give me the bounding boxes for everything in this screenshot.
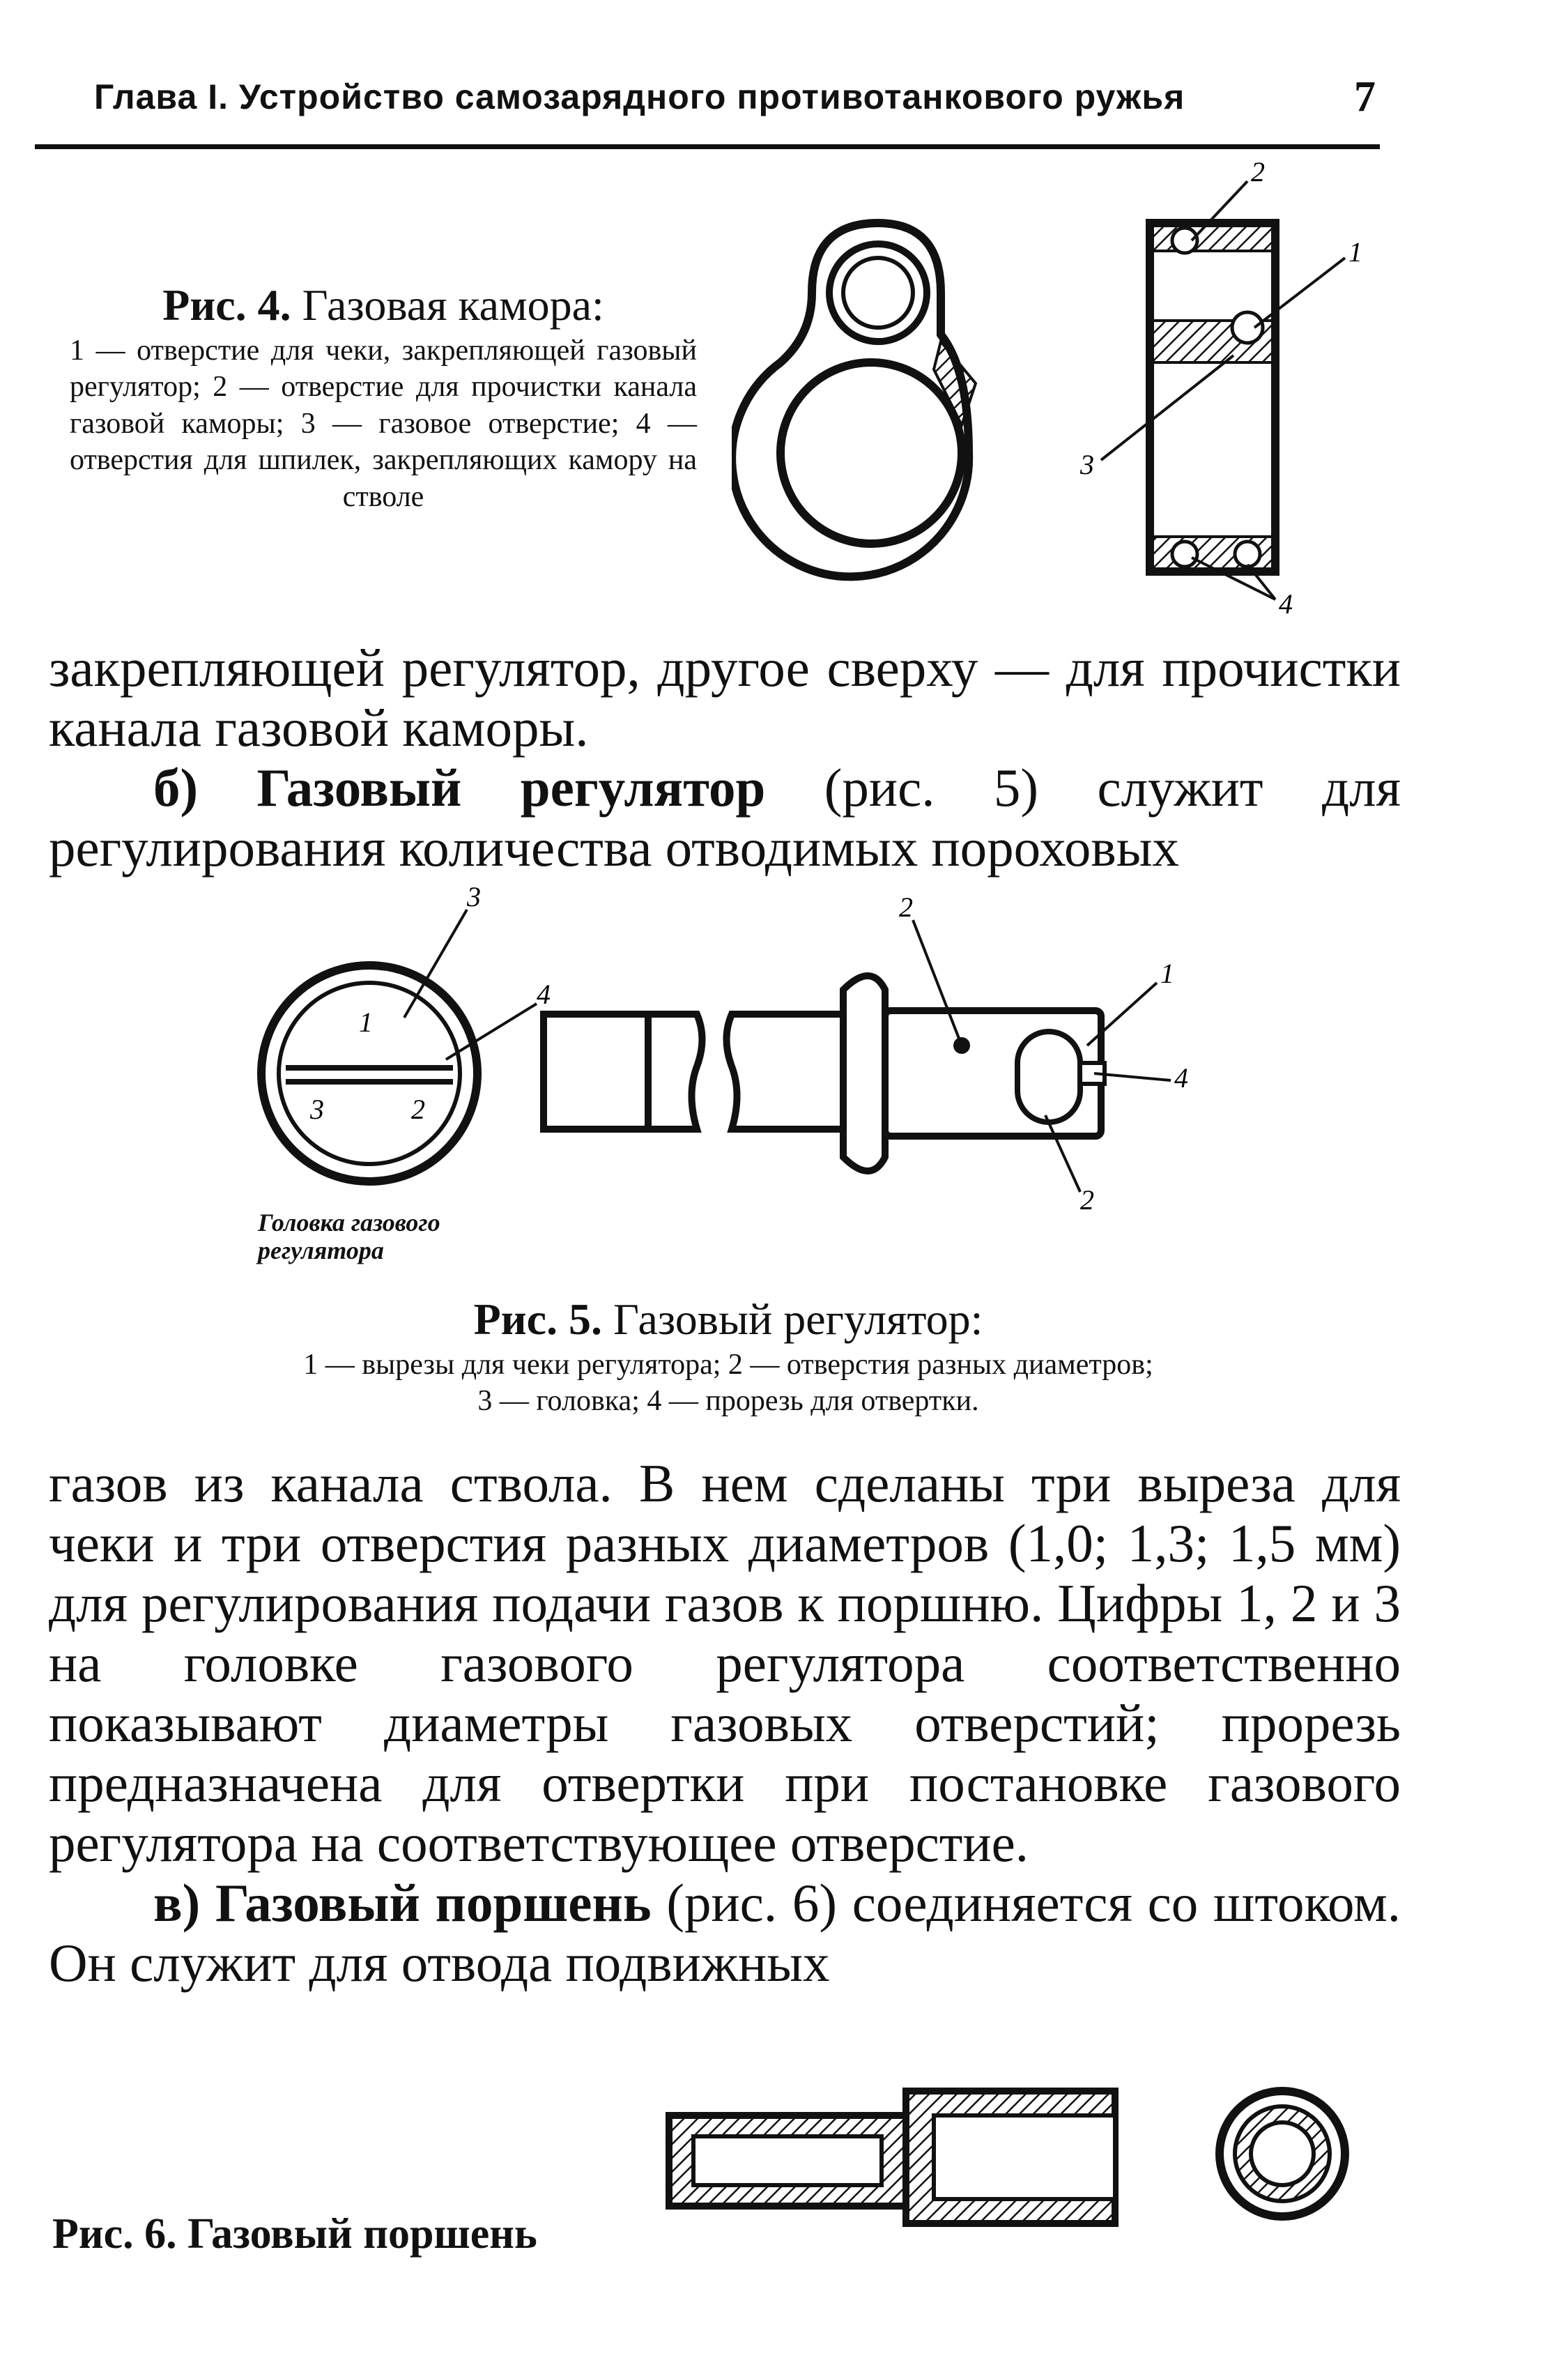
figure-4-legend: 1 — отверстие для чеки, закрепляющей газовый регулятор; 2 — отверстие для прочистки канала газовой каморы; 3 — газовое отверстие; 4 — отверстия для шпилек, закрепляющих камору на стволе [70, 334, 697, 513]
figure-6-gas-piston-drawing [655, 2077, 1387, 2230]
figure-5-title: Газовый регулятор: [613, 1294, 983, 1344]
fig5-callout-3: 3 [467, 885, 481, 912]
fig5-callout-2b: 2 [1080, 1184, 1094, 1216]
fig5-head-label: Головка газового регулятора [258, 1209, 440, 1264]
fig4-callout-2: 2 [1251, 160, 1265, 187]
body-text-block-1 [49, 638, 1401, 878]
figure-4-title: Газовая камора: [302, 280, 604, 330]
fig4-callout-1: 1 [1348, 236, 1362, 268]
paragraph-3: газов из канала ствола. В нем сделаны три выреза для чеки и три отверстия разных диаметров (1,0; 1,3; 1,5 мм) для регулирования подачи газов к поршню. Цифры 1, 2 и 3 на головке газового регулятора соответственно показывают диаметры газовых отверстий; прорезь предназначена для отвертки при постановке газового регулятора на соответствующее отверстие. [49, 1453, 1401, 1873]
paragraph-2 [49, 758, 1401, 878]
figure-4-caption [70, 279, 697, 515]
figure-5-legend-line-2: 3 — головка; 4 — прорезь для отвертки. [477, 1385, 979, 1418]
fig5-callout-4a: 4 [537, 979, 551, 1010]
figure-5-label: Рис. 5. [473, 1294, 603, 1344]
fig5-head-digit-2: 2 [411, 1094, 425, 1125]
header-rule [35, 144, 1380, 149]
fig5-callout-4b: 4 [1174, 1062, 1188, 1094]
fig5-head-digit-1: 1 [359, 1006, 373, 1038]
fig5-head-digit-3: 3 [310, 1094, 324, 1125]
figure-5-legend-line-1: 1 — вырезы для чеки регулятора; 2 — отверстия разных диаметров; [303, 1348, 1153, 1381]
body-text-block-2 [49, 1453, 1401, 1993]
running-head [94, 73, 1376, 121]
paragraph-2-text: (рис. 5) служит для регулирования количества отводимых пороховых [49, 758, 1401, 878]
fig4-callout-4: 4 [1279, 588, 1293, 620]
paragraph-4-text: (рис. 6) соединяется со штоком. Он служит для отвода подвижных [49, 1873, 1401, 1993]
figure-6-caption: Рис. 6. Газовый поршень [52, 2210, 537, 2258]
figure-5-caption [49, 1293, 1408, 1420]
fig5-callout-1: 1 [1160, 958, 1174, 989]
paragraph-1: закрепляющей регулятор, другое сверху — для прочистки канала газовой каморы. [49, 638, 1401, 758]
figure-5-gas-regulator-drawing [244, 885, 1254, 1220]
fig5-callout-2: 2 [899, 891, 913, 923]
paragraph-4 [49, 1873, 1401, 1993]
figure-4-label: Рис. 4. [162, 280, 291, 330]
figure-4-gas-chamber-drawing [732, 160, 1429, 620]
chapter-title: Глава I. Устройство самозарядного противотанкового ружья [94, 77, 1185, 116]
fig4-callout-3: 3 [1080, 449, 1094, 480]
page-number: 7 [1354, 73, 1376, 121]
paragraph-4-heading: в) Газовый поршень [153, 1873, 652, 1933]
paragraph-2-heading: б) Газовый регулятор [153, 758, 766, 818]
